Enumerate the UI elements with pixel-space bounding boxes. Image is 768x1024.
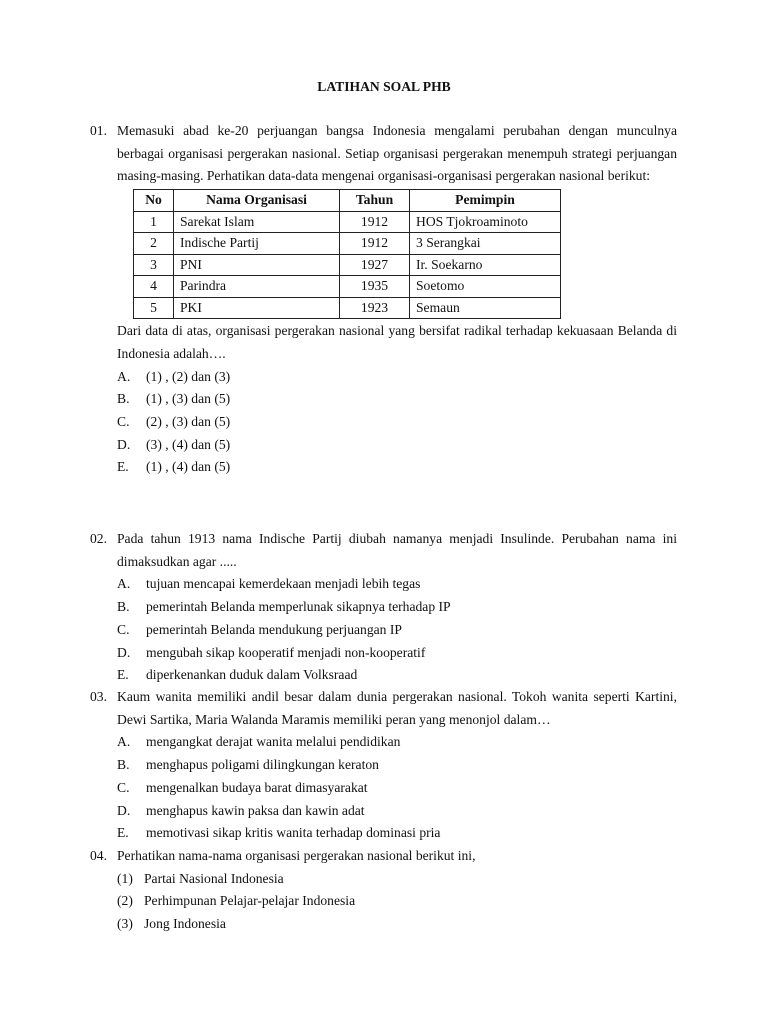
list-item (117, 868, 677, 891)
cell-pemimpin: HOS Tjokroaminoto (410, 211, 561, 233)
option-text: (1) , (2) dan (3) (146, 368, 231, 384)
page-title: LATIHAN SOAL PHB (317, 79, 451, 94)
question-4 (90, 845, 677, 936)
option-letter: E. (117, 459, 129, 475)
option-a (117, 731, 677, 754)
list-item (117, 890, 677, 913)
option-letter: B. (117, 391, 130, 407)
option-letter: B. (117, 599, 130, 615)
option-text: menghapus kawin paksa dan kawin adat (146, 802, 365, 818)
cell-nama: PKI (174, 297, 340, 319)
table-row (134, 276, 561, 298)
option-text: mengubah sikap kooperatif menjadi non-kooperatif (146, 644, 426, 660)
cell-tahun: 1923 (340, 297, 410, 319)
column-header-tahun: Tahun (340, 190, 410, 212)
option-letter: C. (117, 413, 130, 429)
table-header-row (134, 190, 561, 212)
cell-nama: Parindra (174, 276, 340, 298)
option-text: mengangkat derajat wanita melalui pendidikan (146, 734, 401, 750)
option-letter: D. (117, 802, 131, 818)
option-letter: E. (117, 667, 129, 683)
answer-options (117, 366, 677, 480)
option-b (117, 388, 677, 411)
question-text: Pada tahun 1913 nama Indische Partij diubah namanya menjadi Insulinde. Perubahan nama ini dimaksudkan agar ..... (117, 531, 677, 569)
option-text: (1) , (4) dan (5) (146, 459, 231, 475)
option-letter: D. (117, 644, 131, 660)
question-3 (90, 686, 677, 845)
cell-no: 3 (134, 254, 174, 276)
cell-no: 1 (134, 211, 174, 233)
question-number: 02. (90, 531, 107, 546)
option-a (117, 366, 677, 389)
question-text: Perhatikan nama-nama organisasi pergerakan nasional berikut ini, (117, 848, 476, 863)
option-letter: A. (117, 576, 131, 592)
option-b (117, 754, 677, 777)
question-number: 04. (90, 848, 107, 863)
item-number: (2) (117, 893, 133, 909)
option-text: (2) , (3) dan (5) (146, 413, 231, 429)
option-text: menghapus poligami dilingkungan keraton (146, 757, 379, 773)
cell-nama: Indische Partij (174, 233, 340, 255)
option-e (117, 456, 677, 479)
option-text: memotivasi sikap kritis wanita terhadap dominasi pria (146, 825, 441, 841)
answer-options (117, 573, 677, 687)
option-text: (3) , (4) dan (5) (146, 436, 231, 452)
column-header-pemimpin: Pemimpin (410, 190, 561, 212)
cell-pemimpin: 3 Serangkai (410, 233, 561, 255)
option-letter: B. (117, 757, 130, 773)
option-letter: E. (117, 825, 129, 841)
cell-tahun: 1912 (340, 233, 410, 255)
item-text: Partai Nasional Indonesia (144, 870, 284, 886)
cell-no: 4 (134, 276, 174, 298)
option-c (117, 777, 677, 800)
option-text: pemerintah Belanda mendukung perjuangan IP (146, 621, 402, 637)
item-number: (1) (117, 870, 133, 886)
organization-list (117, 868, 677, 936)
option-d (117, 434, 677, 457)
cell-pemimpin: Soetomo (410, 276, 561, 298)
cell-tahun: 1912 (340, 211, 410, 233)
question-prompt: Dari data di atas, organisasi pergerakan nasional yang bersifat radikal terhadap kekuasaan Belanda di Indonesia adalah…. (117, 323, 677, 361)
option-a (117, 573, 677, 596)
option-d (117, 642, 677, 665)
question-number: 01. (90, 123, 107, 138)
option-letter: C. (117, 779, 130, 795)
option-b (117, 596, 677, 619)
table-row (134, 297, 561, 319)
cell-tahun: 1927 (340, 254, 410, 276)
option-c (117, 411, 677, 434)
question-2 (90, 528, 677, 687)
cell-tahun: 1935 (340, 276, 410, 298)
item-text: Jong Indonesia (144, 916, 226, 932)
option-d (117, 800, 677, 823)
option-letter: D. (117, 436, 131, 452)
question-1 (90, 120, 677, 479)
item-number: (3) (117, 916, 133, 932)
option-text: tujuan mencapai kemerdekaan menjadi lebih tegas (146, 576, 421, 592)
option-text: mengenalkan budaya barat dimasyarakat (146, 779, 368, 795)
column-header-nama-organisasi: Nama Organisasi (174, 190, 340, 212)
option-e (117, 664, 677, 687)
cell-nama: PNI (174, 254, 340, 276)
option-e (117, 822, 677, 845)
question-number: 03. (90, 689, 107, 704)
option-letter: C. (117, 621, 130, 637)
item-text: Perhimpunan Pelajar-pelajar Indonesia (144, 893, 356, 909)
option-text: (1) , (3) dan (5) (146, 391, 231, 407)
column-header-no: No (134, 190, 174, 212)
table-row (134, 233, 561, 255)
cell-nama: Sarekat Islam (174, 211, 340, 233)
option-c (117, 619, 677, 642)
question-text: Kaum wanita memiliki andil besar dalam dunia pergerakan nasional. Tokoh wanita seperti Kartini, Dewi Sartika, Maria Walanda Maramis memiliki peran yang menonjol dalam… (117, 689, 677, 727)
answer-options (117, 731, 677, 845)
question-text: Memasuki abad ke-20 perjuangan bangsa Indonesia mengalami perubahan dengan munculnya berbagai organisasi pergerakan nasional. Setiap organisasi pergerakan menempuh strategi perjuangan masing-masing. Perhatikan data-data mengenai organisasi-organisasi pergerakan nasional berikut: (117, 123, 677, 184)
table-row (134, 254, 561, 276)
cell-no: 5 (134, 297, 174, 319)
cell-pemimpin: Ir. Soekarno (410, 254, 561, 276)
option-text: pemerintah Belanda memperlunak sikapnya terhadap IP (146, 599, 451, 615)
cell-no: 2 (134, 233, 174, 255)
option-text: diperkenankan duduk dalam Volksraad (146, 667, 358, 683)
cell-pemimpin: Semaun (410, 297, 561, 319)
option-letter: A. (117, 368, 131, 384)
organization-table (133, 189, 561, 319)
option-letter: A. (117, 734, 131, 750)
list-item (117, 913, 677, 936)
table-row (134, 211, 561, 233)
